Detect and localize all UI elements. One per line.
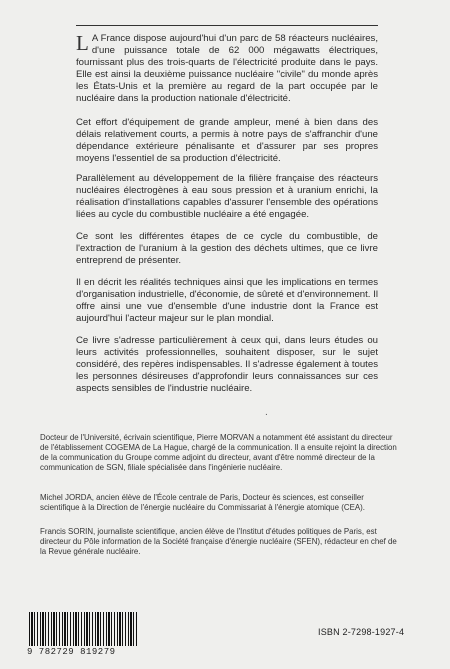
author-bio-morvan: Docteur de l'Université, écrivain scientifique, Pierre MORVAN a notamment été assistant du directeur de l'établissement COGEMA de La Hague, chargé de la communication. Il a ensuite rejoint la direction de la communication du Groupe comme adjoint du directeur, avant d'être nommé directeur de la communication de SGN, filiale spécialisée dans l'ingénierie nucléaire. [40,433,397,473]
barcode-number: 9 782729 819279 [27,647,116,657]
blurb-paragraph-4: Ce sont les différentes étapes de ce cycle du combustible, de l'extraction de l'uranium à la gestion des déchets ultimes, que ce livre entreprend de présenter. [76,231,378,266]
blurb-paragraph-1 [76,33,378,104]
isbn-label: ISBN 2-7298-1927-4 [318,627,405,637]
blurb-paragraph-2: Cet effort d'équipement de grande ampleur, mené à bien dans des délais relativement courts, a permis à notre pays de s'affranchir d'une dépendance extérieure pénalisante et d'assurer par ses propres moyens l'essentiel de sa production d'électricité. [76,117,378,164]
drop-cap: L [76,31,89,55]
separator-dot: . [265,407,268,418]
blurb-paragraph-3: Parallèlement au développement de la filière française des réacteurs nucléaires électrogènes à eau sous pression et à uranium enrichi, la réalisation d'installations capables d'assurer l'ensemble des opérations liées au cycle du combustible nucléaire a été engagée. [76,173,378,220]
barcode-image [29,612,139,646]
blurb-paragraph-6: Ce livre s'adresse particulièrement à ceux qui, dans leurs études ou leurs activités professionnelles, souhaitent disposer, sur le sujet considéré, des repères indispensables. Il s'adresse également à toutes les personnes désireuses d'approfondir leurs connaissances sur ces aspects sensibles de l'industrie nucléaire. [76,335,378,394]
author-bio-jorda: Michel JORDA, ancien élève de l'École centrale de Paris, Docteur ès sciences, est conseiller scientifique à la Direction de l'énergie nucléaire du Commissariat à l'énergie atomique (CEA). [40,493,365,513]
author-bio-sorin: Francis SORIN, journaliste scientifique, ancien élève de l'Institut d'études politiques de Paris, est directeur du Pôle information de la Société française d'énergie nucléaire (SFEN), rédacteur en chef de la Revue générale nucléaire. [40,527,397,557]
blurb-paragraph-1-text: A France dispose aujourd'hui d'un parc de 58 réacteurs nucléaires, d'une puissance totale de 62 000 mégawatts électriques, fournissant plus des trois-quarts de l'électricité produite dans le pays. Elle est ainsi la deuxième puissance nucléaire "civile" du monde après les États-Unis et la première au regard de la part occupée par le nucléaire dans la production nationale d'électricité. [76,33,378,104]
blurb-paragraph-5: Il en décrit les réalités techniques ainsi que les implications en termes d'organisation industrielle, d'économie, de sûreté et d'environnement. Il offre ainsi une vue d'ensemble d'une industrie dont la France est aujourd'hui l'acteur majeur sur le plan mondial. [76,277,378,324]
top-rule [76,25,378,26]
